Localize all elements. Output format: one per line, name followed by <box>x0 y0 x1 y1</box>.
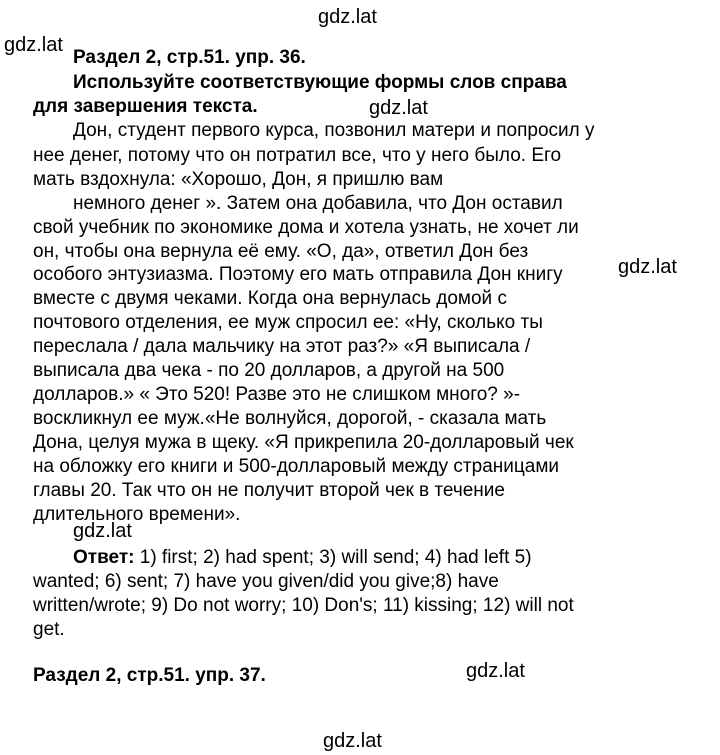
text-line: Дон, студент первого курса, позвонил матери и попросил у <box>73 120 595 141</box>
text-line: выписала два чека - по 20 долларов, а другой на 500 <box>33 360 505 381</box>
watermark-left: gdz.lat <box>4 34 63 56</box>
text-line: почтового отделения, ее муж спросил ее: «Ну, сколько ты <box>33 312 543 333</box>
text-line: особого энтузиазма. Поэтому его мать отправила Дон книгу <box>33 264 563 285</box>
text-line: длительного времени». <box>33 504 241 525</box>
instruction-line-1: Используйте соответствующие формы слов справа <box>73 72 567 93</box>
answer-line-1 <box>73 546 532 570</box>
text-line: переслала / дала мальчику на этот раз?» «Я выписала / <box>33 336 531 357</box>
text-line: мать вздохнула: «Хорошо, Дон, я пришлю вам <box>33 169 444 190</box>
section-heading: Раздел 2, стр.51. упр. 36. <box>73 47 306 68</box>
text-line: Дона, целуя мужа в щеку. «Я прикрепила 20-долларовый чек <box>33 432 574 453</box>
answer-line-2: wanted; 6) sent; 7) have you given/did you give;8) have <box>33 571 499 592</box>
text-line: долларов.» « Это 520! Разве это не слишком много? »- <box>33 384 521 405</box>
text-line: на обложку его книги и 500-долларовый между страницами <box>33 456 559 477</box>
text-line: воскликнул ее муж.«Не волнуйся, дорогой, - сказала мать <box>33 408 547 429</box>
text-line: нее денег, потому что он потратил все, что у него было. Его <box>33 145 562 166</box>
instruction-line-2: для завершения текста. <box>33 96 258 117</box>
text-line: он, чтобы она вернула её ему. «О, да», ответил Дон без <box>33 241 529 262</box>
answer-line-3: written/wrote; 9) Do not worry; 10) Don's; 11) kissing; 12) will not <box>33 595 574 616</box>
answer-label: Ответ: <box>73 547 135 568</box>
watermark-answer: gdz.lat <box>73 520 132 542</box>
watermark-mid: gdz.lat <box>369 97 428 119</box>
next-section-heading: Раздел 2, стр.51. упр. 37. <box>33 665 266 686</box>
watermark-bottom: gdz.lat <box>323 730 382 752</box>
watermark-right: gdz.lat <box>618 256 677 278</box>
answer-line-4: get. <box>33 619 65 640</box>
watermark-top: gdz.lat <box>318 6 377 28</box>
watermark-next: gdz.lat <box>466 660 525 682</box>
answer-text: 1) first; 2) had spent; 3) will send; 4) had left 5) <box>134 547 532 568</box>
text-line: главы 20. Так что он не получит второй чек в течение <box>33 480 505 501</box>
text-line: немного денег ». Затем она добавила, что Дон оставил <box>73 193 563 214</box>
text-line: вместе с двумя чеками. Когда она вернулась домой с <box>33 288 507 309</box>
text-line: свой учебник по экономике дома и хотела узнать, не хочет ли <box>33 217 579 238</box>
